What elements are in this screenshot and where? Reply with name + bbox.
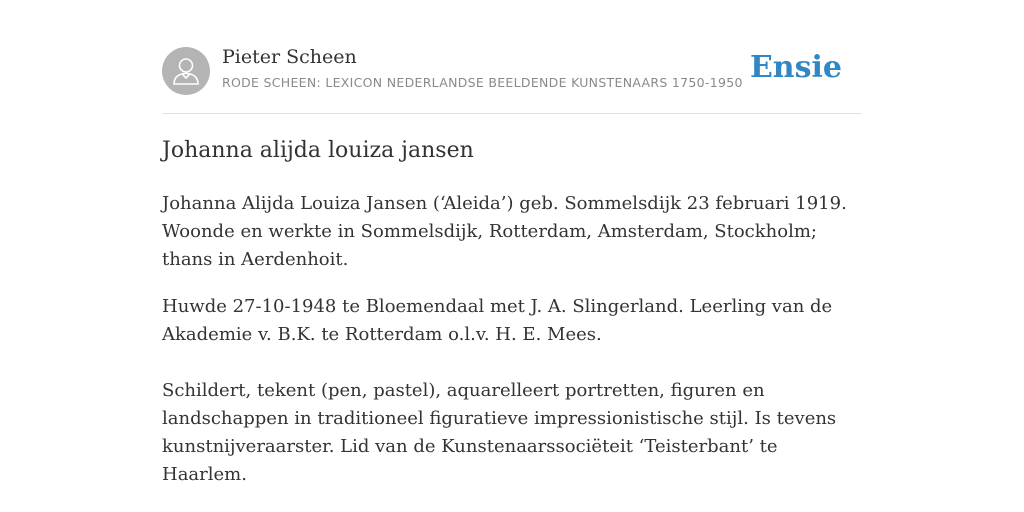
article-paragraph: Schildert, tekent (pen, pastel), aquarelleert portretten, figuren en landschappen in traditioneel figuratieve impressionistische stijl. Is tevens kunstnijveraarster. Lid van de Kunstenaarssociëteit ‘Teisterbant’ te Haarlem. xyxy=(162,380,837,485)
author-name[interactable]: Pieter Scheen xyxy=(222,46,357,68)
article-paragraph: Huwde 27-10-1948 te Bloemendaal met J. A. Slingerland. Leerling van de Akademie v. B.K. te Rotterdam o.l.v. H. E. Mees. xyxy=(162,296,833,345)
header-divider xyxy=(162,113,862,114)
author-avatar[interactable] xyxy=(162,47,210,95)
brand-logo[interactable]: Ensie xyxy=(749,50,842,85)
article-title: Johanna alijda louiza jansen xyxy=(162,138,474,163)
article-paragraph: Johanna Alijda Louiza Jansen (‘Aleida’) geb. Sommelsdijk 23 februari 1919. Woonde en werkte in Sommelsdijk, Rotterdam, Amsterdam, Stockholm; thans in Aerdenhoit. xyxy=(162,193,847,270)
user-icon xyxy=(172,56,200,86)
header xyxy=(162,46,862,96)
source-title[interactable]: RODE SCHEEN: LEXICON NEDERLANDSE BEELDENDE KUNSTENAARS 1750-1950 xyxy=(222,75,743,90)
